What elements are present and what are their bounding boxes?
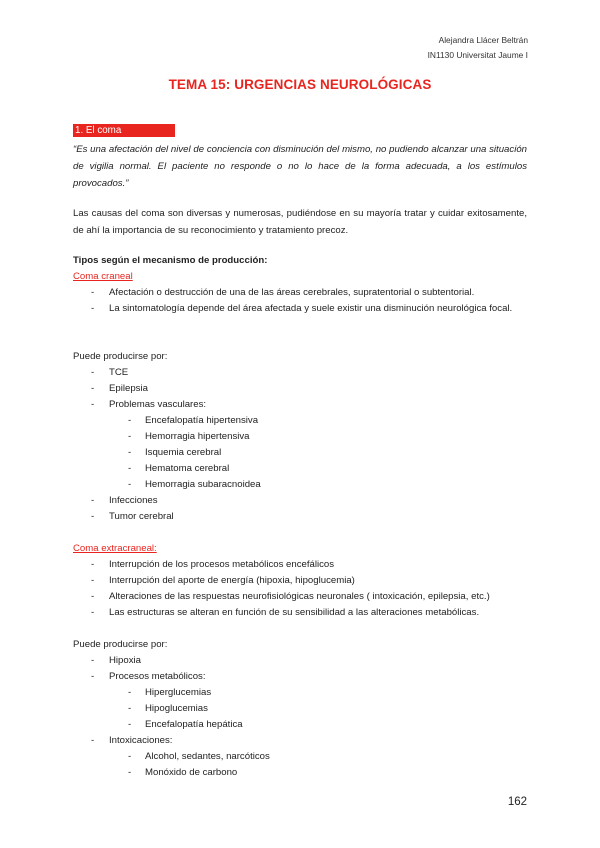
section-heading	[73, 125, 527, 136]
list-item: Infecciones	[109, 495, 158, 506]
bullet-dash: -	[128, 767, 132, 778]
bullet-dash: -	[128, 687, 132, 698]
definition-quote: “Es una afectación del nivel de conciencia con disminución del mismo, no pudiendo alcanzar una situación de vigilia normal. El paciente no responde o no lo hace de la forma adecuada, a los estímulos provocados.”	[73, 144, 527, 189]
bullet-dash: -	[91, 367, 95, 378]
bullet-dash: -	[91, 575, 95, 586]
bullet-dash: -	[128, 703, 132, 714]
bullet-dash: -	[91, 591, 95, 602]
list-item: Problemas vasculares:	[109, 399, 207, 410]
bullet-dash: -	[91, 287, 95, 298]
bullet-dash: -	[128, 415, 132, 426]
list-item: Hipoxia	[109, 655, 141, 666]
list-item: Intoxicaciones:	[109, 735, 173, 746]
bullet-dash: -	[128, 719, 132, 730]
list-item: Epilepsia	[109, 383, 148, 394]
bullet-dash: -	[128, 431, 132, 442]
list-item: Hemorragia hipertensiva	[145, 431, 250, 442]
bullet-dash: -	[91, 735, 95, 746]
list-item: La sintomatología depende del área afectada y suele existir una disminución neurológica focal.	[109, 303, 513, 314]
causes-intro: Puede producirse por:	[73, 351, 168, 362]
list-item: Encefalopatía hepática	[145, 719, 243, 730]
list-item: Isquemia cerebral	[145, 447, 222, 458]
list-item: TCE	[109, 367, 129, 378]
list-item: Interrupción de los procesos metabólicos encefálicos	[109, 559, 335, 570]
list-item: Interrupción del aporte de energía (hipoxia, hipoglucemia)	[109, 575, 355, 586]
list-item: Afectación o destrucción de una de las áreas cerebrales, supratentorial o subtentorial.	[109, 287, 475, 298]
header-course: IN1130 Universitat Jaume I	[427, 50, 528, 60]
bullet-dash: -	[128, 479, 132, 490]
bullet-dash: -	[128, 463, 132, 474]
bullet-dash: -	[91, 399, 95, 410]
types-heading: Tipos según el mecanismo de producción:	[73, 255, 268, 266]
section-heading-label: 1. El coma	[73, 124, 175, 137]
page-number: 162	[507, 796, 527, 808]
bullet-dash: -	[91, 655, 95, 666]
bullet-dash: -	[91, 383, 95, 394]
list-item: Hematoma cerebral	[145, 463, 230, 474]
list-item: Procesos metabólicos:	[109, 671, 206, 682]
causes-paragraph: Las causas del coma son diversas y numerosas, pudiéndose en su mayoría tratar y cuidar exitosamente, de ahí la importancia de su reconocimiento y tratamiento precoz.	[73, 208, 527, 236]
list-item: Encefalopatía hipertensiva	[145, 415, 259, 426]
bullet-dash: -	[91, 303, 95, 314]
causes-intro: Puede producirse por:	[73, 639, 168, 650]
page-title: TEMA 15: URGENCIAS NEUROLÓGICAS	[168, 77, 432, 92]
bullet-dash: -	[91, 607, 95, 618]
coma-extracraneal-heading: Coma extracraneal:	[73, 543, 157, 554]
coma-craneal-heading: Coma craneal	[73, 271, 133, 282]
bullet-dash: -	[91, 495, 95, 506]
list-item: Tumor cerebral	[109, 511, 174, 522]
list-item: Hipoglucemias	[145, 703, 208, 714]
header-author: Alejandra Llácer Beltrán	[438, 35, 528, 45]
list-item: Las estructuras se alteran en función de su sensibilidad a las alteraciones metabólicas.	[109, 607, 480, 618]
list-item: Monóxido de carbono	[145, 767, 238, 778]
bullet-dash: -	[91, 671, 95, 682]
bullet-dash: -	[128, 751, 132, 762]
list-item: Hiperglucemias	[145, 687, 212, 698]
bullet-dash: -	[91, 511, 95, 522]
list-item: Hemorragia subaracnoidea	[145, 479, 261, 490]
list-item: Alteraciones de las respuestas neurofisiológicas neuronales ( intoxicación, epilepsia, etc.)	[109, 591, 490, 602]
list-item: Alcohol, sedantes, narcóticos	[145, 751, 270, 762]
bullet-dash: -	[128, 447, 132, 458]
bullet-dash: -	[91, 559, 95, 570]
